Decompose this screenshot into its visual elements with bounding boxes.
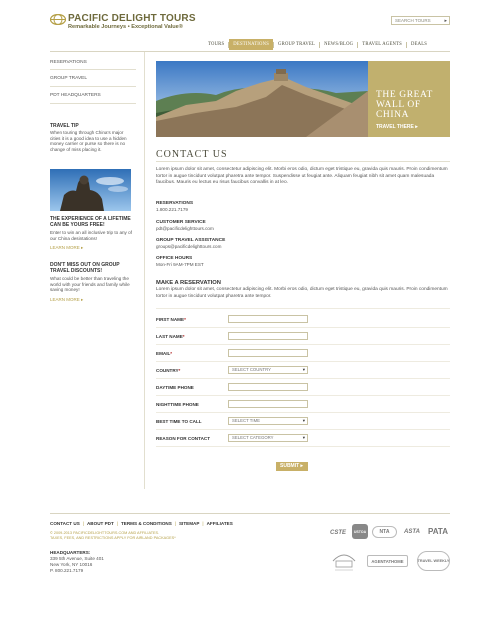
nighttime-phone-field[interactable] (228, 400, 308, 408)
sidebar-divider (50, 86, 136, 87)
agent-at-home-badge[interactable]: AGENTATHOME (367, 555, 408, 567)
search-placeholder: SEARCH TOURS (395, 18, 431, 23)
reason-select[interactable]: SELECT CATEGORY ▾ (228, 434, 308, 442)
title-divider (156, 161, 450, 162)
promo-group-discount-heading: DON'T MISS OUT ON GROUP TRAVEL DISCOUNTS! (50, 262, 120, 274)
sidebar-item-reservations[interactable]: RESERVATIONS (50, 60, 87, 65)
sidebar-divider (50, 69, 136, 70)
logo-icon (50, 14, 66, 25)
page-title: CONTACT US (156, 149, 228, 160)
nav-travel-agents[interactable]: TRAVEL AGENTS (362, 42, 402, 47)
promo-group-discount-text: What could be better than traveling the world with your friends and family while saving money! (50, 276, 130, 293)
footer-divider (50, 513, 450, 514)
dropdown-arrow-icon: ▾ (302, 435, 305, 440)
footer-copyright: © 2009-2013 PACIFICDELIGHTTOURS.COM AND AFFILIATES. TAXES, FEES, AND RESTRICTIONS APPLY FOR AIRLAND PACKAGES* (50, 531, 176, 540)
asta-badge[interactable]: ASTA (404, 529, 420, 535)
form-divider (156, 327, 450, 328)
chevron-right-icon: ▸ (444, 18, 447, 24)
last-name-label: LAST NAME* (156, 334, 185, 339)
buddha-statue-image[interactable] (50, 169, 131, 211)
dropdown-arrow-icon: ▾ (302, 418, 305, 423)
daytime-phone-label: DAYTIME PHONE (156, 385, 194, 390)
country-select[interactable]: SELECT COUNTRY ▾ (228, 366, 308, 374)
daytime-phone-field[interactable] (228, 383, 308, 391)
footer-separator: | (82, 521, 84, 526)
dropdown-arrow-icon: ▾ (302, 367, 305, 372)
best-time-label: BEST TIME TO CALL (156, 419, 202, 424)
nav-tours[interactable]: TOURS (208, 42, 225, 47)
last-name-field[interactable] (228, 332, 308, 340)
header-divider (50, 51, 450, 52)
footer-links (50, 521, 233, 526)
footer-link-contact-us[interactable]: CONTACT US (50, 521, 80, 526)
form-divider (156, 395, 450, 396)
brand-tagline: Remarkable Journeys • Exceptional Value® (68, 24, 183, 30)
sidebar-border (144, 52, 145, 489)
award-badge-icon[interactable] (331, 551, 357, 573)
sidebar-divider (50, 103, 136, 104)
headquarters-heading: HEADQUARTERS: (50, 550, 91, 555)
email-label: EMAIL* (156, 351, 173, 356)
promo-group-discount-learn-more-link[interactable]: LEARN MORE ▸ (50, 297, 84, 302)
nav-deals[interactable]: DEALS (411, 42, 428, 47)
form-divider (156, 412, 450, 413)
sidebar-item-pdt-headquarters[interactable]: PDT HEADQUARTERS (50, 93, 101, 98)
footer-link-sitemap[interactable]: SITEMAP (178, 521, 200, 526)
nav-group-travel[interactable]: GROUP TRAVEL (278, 42, 316, 47)
form-divider (156, 361, 450, 362)
hero-travel-there-link[interactable]: TRAVEL THERE ▸ (376, 124, 418, 130)
search-select[interactable] (391, 16, 450, 25)
brand-name[interactable]: PACIFIC DELIGHT TOURS (68, 13, 196, 24)
form-divider (156, 344, 450, 345)
email-field[interactable] (228, 349, 308, 357)
travel-weekly-badge[interactable]: TRAVEL WEEKLY (417, 551, 450, 571)
reservations-heading: RESERVATIONS (156, 201, 194, 206)
footer-link-about-pdt[interactable]: ABOUT PDT (86, 521, 114, 526)
nav-destinations[interactable]: DESTINATIONS (229, 39, 273, 50)
headquarters-address: 339 5th Avenue, Suite 401 New York, NY 10016 P. 800.221.7179 (50, 556, 104, 573)
submit-button[interactable]: SUBMIT ▸ (276, 462, 308, 471)
country-label: COUNTRY* (156, 368, 181, 373)
nav-news-blog[interactable]: NEWS/BLOG (324, 42, 354, 47)
footer-link-terms[interactable]: TERMS & CONDITIONS (120, 521, 172, 526)
form-divider (156, 308, 450, 309)
form-divider (156, 446, 450, 447)
footer-separator: | (116, 521, 118, 526)
footer-separator: | (174, 521, 176, 526)
reservation-intro-text: Lorem ipsum dolor sit amet, consectetur adipiscing elit. Morbi eros odio, dictum eget tristique eu, gravida quis mauris. Proin condimentum tortor in augue tincidunt volutpat pharetra ante tempor. (156, 287, 448, 299)
form-divider (156, 429, 450, 430)
first-name-label: FIRST NAME* (156, 317, 186, 322)
nta-badge[interactable]: NTA (372, 526, 397, 538)
pata-badge[interactable]: PATA (428, 527, 448, 536)
reservations-phone[interactable]: 1.800.221.7179 (156, 207, 188, 212)
hero-title: THE GREAT WALL OF CHINA (376, 90, 433, 120)
first-name-field[interactable] (228, 315, 308, 323)
customer-service-heading: CUSTOMER SERVICE (156, 220, 206, 225)
travel-tip-heading: TRAVEL TIP (50, 123, 79, 129)
customer-service-email[interactable]: pdt@pacificdelighttours.com (156, 226, 214, 231)
group-travel-email[interactable]: groups@pacificdelighttours.com (156, 244, 222, 249)
sidebar-item-group-travel[interactable]: GROUP TRAVEL (50, 76, 88, 81)
reason-label: REASON FOR CONTACT (156, 436, 211, 441)
nighttime-phone-label: NIGHTTIME PHONE (156, 402, 199, 407)
footer-separator: | (202, 521, 204, 526)
best-time-select[interactable]: SELECT TIME ▾ (228, 417, 308, 425)
footer-link-affiliates[interactable]: AFFILIATES (206, 521, 233, 526)
promo-free-trip-learn-more-link[interactable]: LEARN MORE ▸ (50, 245, 84, 250)
main-nav (204, 39, 431, 50)
form-divider (156, 378, 450, 379)
travel-tip-text: When touring through China's major cities it is a good idea to use a hidden money carrier or purse so there is no change of miss placing it. (50, 130, 127, 152)
group-travel-heading: GROUP TRAVEL ASSISTANCE (156, 238, 226, 243)
contact-intro-text: Lorem ipsum dolor sit amet, consectetur adipiscing elit. Morbi eros odio, dictum eget tristique eu, gravida quis mauris. Proin condimentum tortor in augue tincidunt volutpat pharetra ante tempor. Suspendisse ut feugiat ante. Aliquam feugiat nibh sit amet quam malesuada faucibus. Mauris eu lectus eu risus faucibus convallis in at leo. (156, 167, 448, 186)
reservation-heading: MAKE A RESERVATION (156, 280, 221, 286)
ustoa-badge[interactable]: USTOA (352, 524, 368, 539)
cste-badge[interactable]: CSTE (329, 529, 346, 536)
office-hours-heading: OFFICE HOURS (156, 256, 193, 261)
promo-free-trip-text: Enter to win an all inclusive trip to any of our China desintations! (50, 230, 132, 241)
office-hours-value: Mon-Fri 9AM-7PM EST (156, 262, 204, 267)
promo-free-trip-heading: THE EXPERIENCE OF A LIFETIME CAN BE YOURS FREE! (50, 216, 131, 228)
